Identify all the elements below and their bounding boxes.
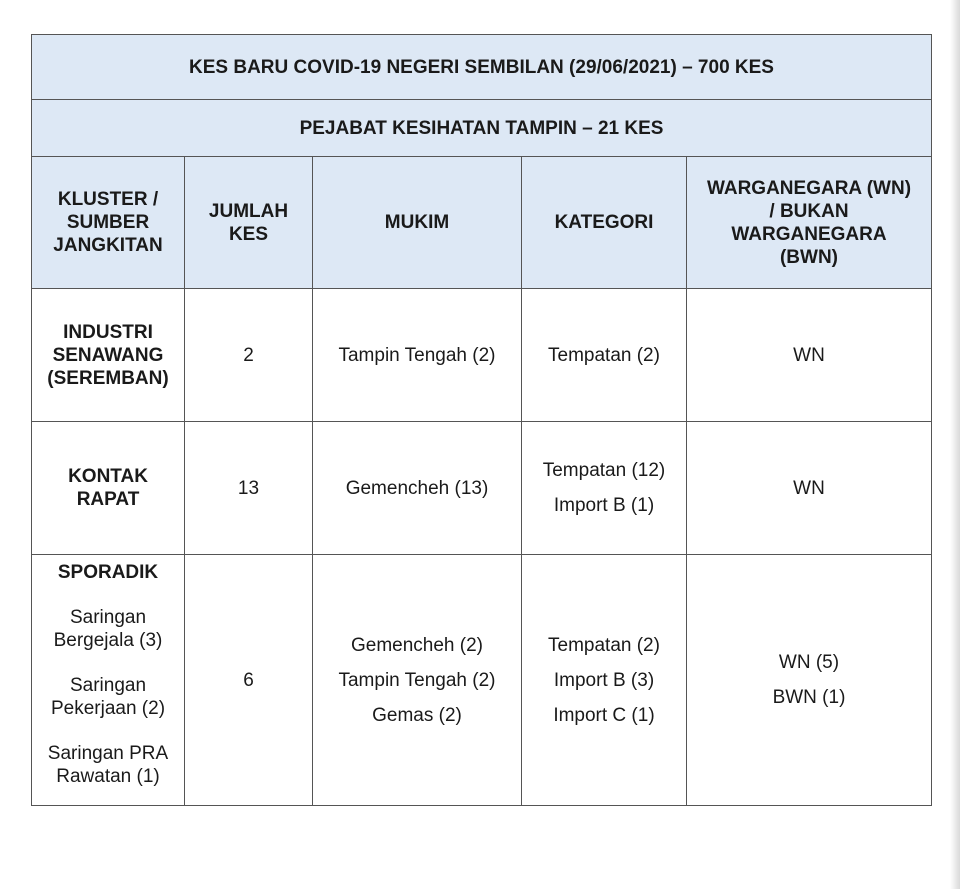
header-mukim: MUKIM xyxy=(313,157,522,289)
citizenship-cell: WN xyxy=(687,289,932,422)
category-cell: Tempatan (12) Import B (1) xyxy=(522,422,687,555)
title-row xyxy=(32,35,932,100)
top-margin xyxy=(0,0,960,34)
category-cell: Tempatan (2) Import B (3) Import C (1) xyxy=(522,555,687,806)
cluster-cell: INDUSTRI SENAWANG (SEREMBAN) xyxy=(32,289,185,422)
cluster-cell xyxy=(32,555,185,806)
header-citizenship: WARGANEGARA (WN) / BUKAN WARGANEGARA (BWN) xyxy=(687,157,932,289)
sporadic-item: Saringan Bergejala (3) xyxy=(53,607,163,651)
mukim-cell: Gemencheh (13) xyxy=(313,422,522,555)
sporadic-item: Saringan Pekerjaan (2) xyxy=(50,675,166,719)
office-row xyxy=(32,100,932,157)
column-header-row xyxy=(32,157,932,289)
sporadic-title: SPORADIK xyxy=(57,562,159,583)
mukim-cell: Gemencheh (2) Tampin Tengah (2) Gemas (2) xyxy=(313,555,522,806)
table-title: KES BARU COVID-19 NEGERI SEMBILAN (29/06/2021) – 700 KES xyxy=(32,35,932,100)
table-row xyxy=(32,422,932,555)
header-case-count: JUMLAH KES xyxy=(185,157,313,289)
category-cell: Tempatan (2) xyxy=(522,289,687,422)
health-office-heading: PEJABAT KESIHATAN TAMPIN – 21 KES xyxy=(32,100,932,157)
covid-cases-table xyxy=(31,34,932,806)
cluster-cell: KONTAK RAPAT xyxy=(32,422,185,555)
header-cluster: KLUSTER / SUMBER JANGKITAN xyxy=(32,157,185,289)
table-row xyxy=(32,555,932,806)
case-count-cell: 13 xyxy=(185,422,313,555)
citizenship-cell: WN (5) BWN (1) xyxy=(687,555,932,806)
page-edge-shadow xyxy=(950,0,960,889)
table-row xyxy=(32,289,932,422)
case-count-cell: 6 xyxy=(185,555,313,806)
case-count-cell: 2 xyxy=(185,289,313,422)
mukim-cell: Tampin Tengah (2) xyxy=(313,289,522,422)
citizenship-cell: WN xyxy=(687,422,932,555)
header-category: KATEGORI xyxy=(522,157,687,289)
sporadic-item: Saringan PRA Rawatan (1) xyxy=(47,743,169,787)
